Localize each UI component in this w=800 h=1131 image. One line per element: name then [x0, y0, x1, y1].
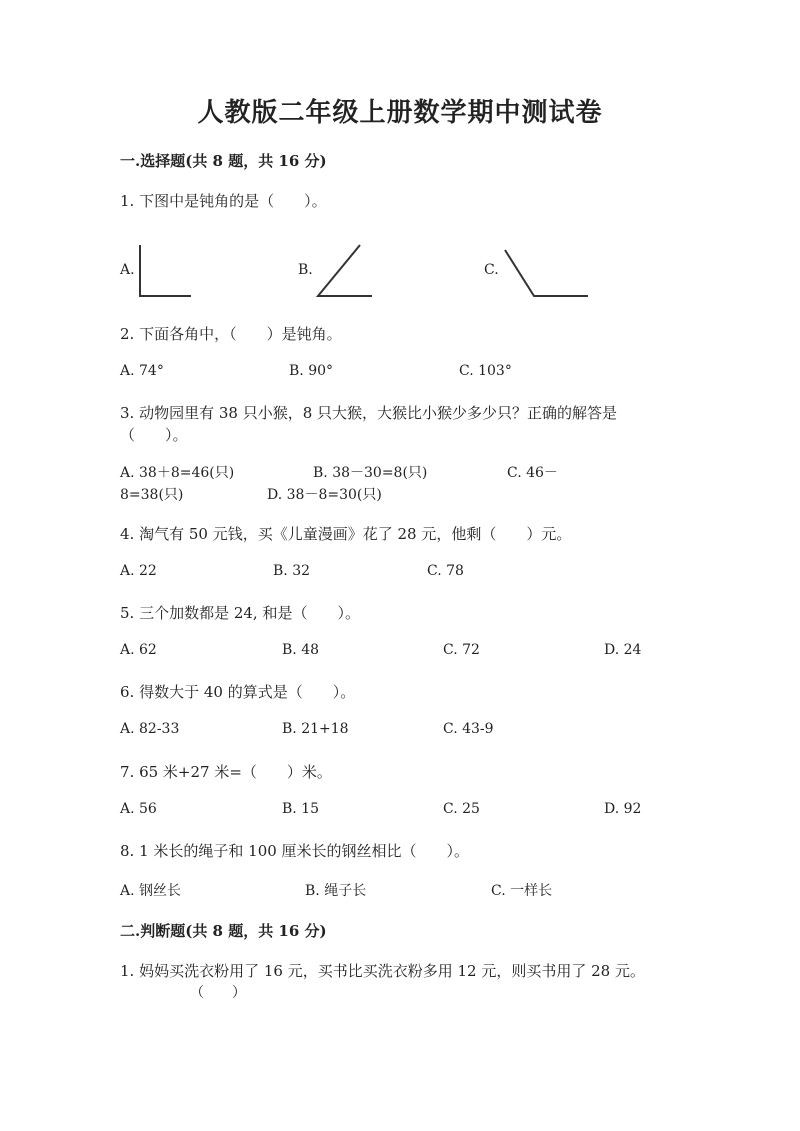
question-8-option-b: B. 绳子长	[305, 883, 367, 899]
question-4-option-b: B. 32	[273, 563, 311, 579]
question-3-stem-line1: 3. 动物园里有 38 只小猴，8 只大猴，大猴比小猴少多少只？正确的解答是	[120, 404, 618, 422]
question-5-option-d: D. 24	[604, 642, 642, 658]
question-2-option-a: A. 74°	[120, 363, 164, 379]
question-5-option-c: C. 72	[443, 642, 480, 658]
question-1-option-a: A.	[120, 262, 135, 278]
question-1-option-b: B.	[298, 262, 313, 278]
question-7-option-c: C. 25	[443, 801, 480, 817]
question-7-stem: 7. 65 米+27 米=（ ）米。	[120, 763, 332, 781]
question-5-stem: 5. 三个加数都是 24, 和是（ ）。	[120, 604, 360, 622]
acute-angle-icon	[316, 243, 372, 299]
question-3-option-d: D. 38－8=30(只)	[267, 487, 382, 503]
page-title: 人教版二年级上册数学期中测试卷	[197, 98, 603, 128]
question-6-option-a: A. 82-33	[120, 721, 180, 737]
question-3-option-a: A. 38＋8=46(只)	[120, 465, 235, 481]
question-3-option-c-line2: 8=38(只)	[120, 487, 184, 503]
question-3-option-c-line1: C. 46－	[507, 465, 558, 481]
question-7-option-a: A. 56	[120, 801, 157, 817]
question-4-option-a: A. 22	[120, 563, 157, 579]
right-angle-icon	[138, 243, 194, 299]
obtuse-angle-icon	[503, 248, 591, 298]
question-6-option-c: C. 43-9	[443, 721, 494, 737]
question-4-stem: 4. 淘气有 50 元钱，买《儿童漫画》花了 28 元，他剩（ ）元。	[120, 525, 572, 543]
question-8-option-c: C. 一样长	[491, 883, 553, 899]
question-4-option-c: C. 78	[427, 563, 464, 579]
question-5-option-a: A. 62	[120, 642, 157, 658]
question-5-option-b: B. 48	[282, 642, 320, 658]
question-1-option-c: C.	[484, 262, 499, 278]
question-7-option-d: D. 92	[604, 801, 642, 817]
question-3-stem-line2: （ ）。	[120, 426, 188, 444]
question-7-option-b: B. 15	[282, 801, 320, 817]
question-6-option-b: B. 21+18	[282, 721, 349, 737]
question-1-stem: 1. 下图中是钝角的是（ ）。	[120, 192, 327, 210]
question-2-option-c: C. 103°	[459, 363, 512, 379]
judgment-1-answer-blank: （ ）	[190, 985, 246, 1001]
question-8-stem: 8. 1 米长的绳子和 100 厘米长的钢丝相比（ ）。	[120, 842, 470, 860]
question-2-option-b: B. 90°	[289, 363, 334, 379]
question-3-option-b: B. 38－30=8(只)	[313, 465, 428, 481]
section-heading-judgment: 二.判断题(共 8 题，共 16 分)	[120, 922, 327, 940]
judgment-1-stem: 1. 妈妈买洗衣粉用了 16 元，买书比买洗衣粉多用 12 元，则买书用了 28 元。	[120, 962, 645, 980]
question-8-option-a: A. 钢丝长	[120, 883, 182, 899]
question-2-stem: 2. 下面各角中，（ ）是钝角。	[120, 325, 342, 343]
section-heading-choice: 一.选择题(共 8 题，共 16 分)	[120, 152, 327, 170]
question-6-stem: 6. 得数大于 40 的算式是（ ）。	[120, 683, 356, 701]
